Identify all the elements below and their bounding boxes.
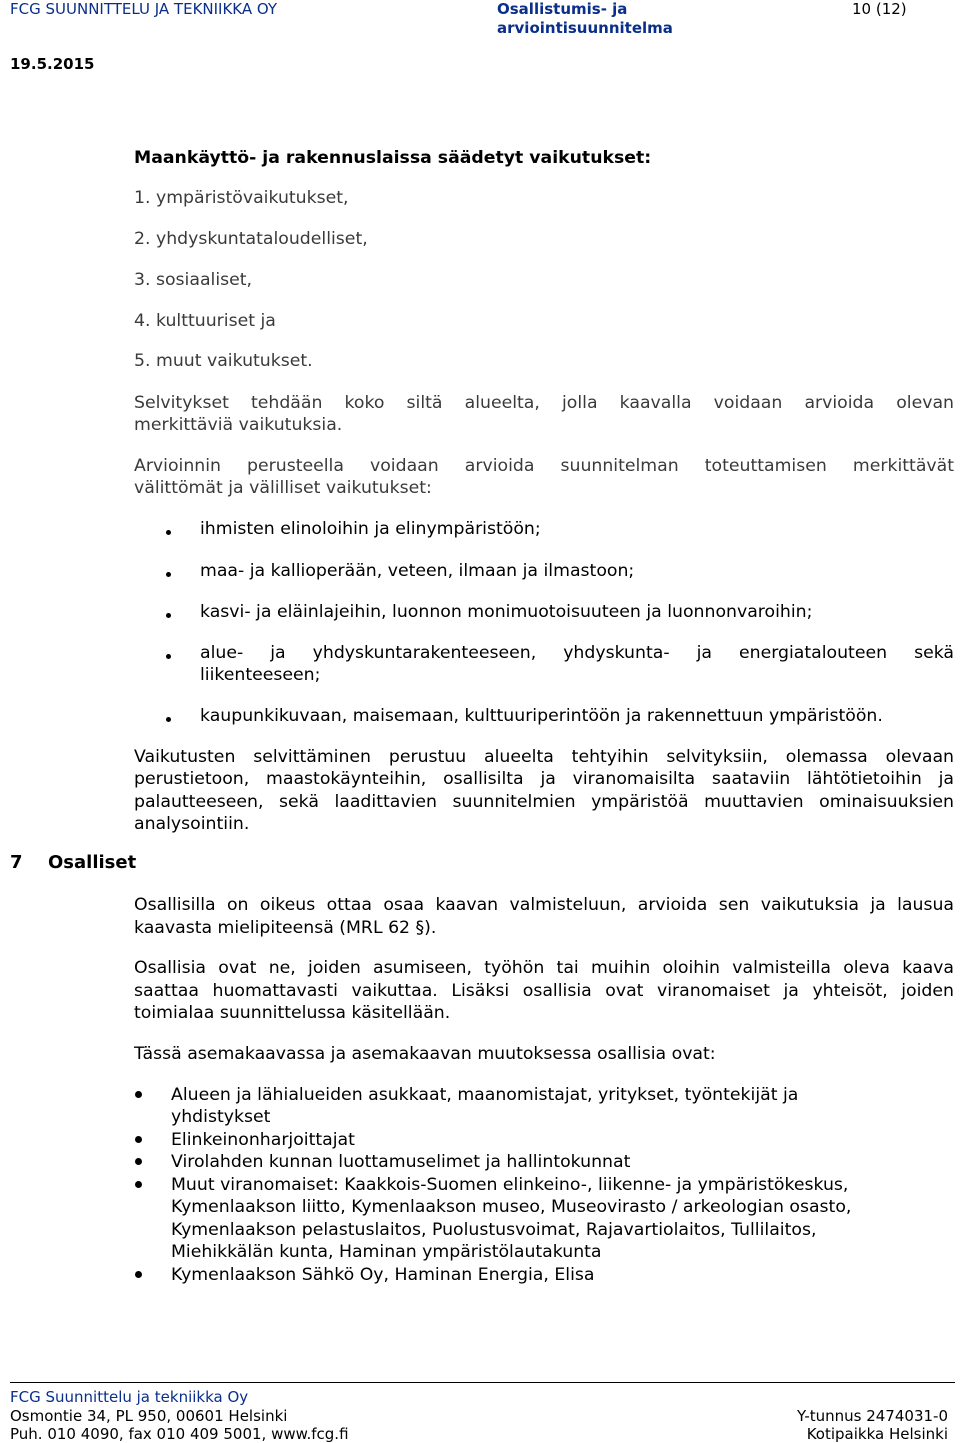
effects-heading: Maankäyttö- ja rakennuslaissa säädetyt vaikutukset: <box>134 148 652 168</box>
stakeholder-item: Kymenlaakson Sähkö Oy, Haminan Energia, Elisa <box>171 1265 595 1285</box>
effects-bullet: kasvi- ja eläinlajeihin, luonnon monimuotoisuuteen ja luonnonvaroihin; <box>200 602 813 622</box>
effects-para1-line2: merkittäviä vaikutuksia. <box>134 415 343 435</box>
section7-para2-line: Osallisia ovat ne, joiden asumiseen, työhön tai muihin oloihin valmisteilla oleva kaava <box>134 958 954 978</box>
bullet-icon <box>135 1181 142 1188</box>
stakeholder-item-continuation: Kymenlaakson pelastuslaitos, Puolustusvoimat, Rajavartiolaitos, Tullilaitos, <box>171 1220 817 1240</box>
stakeholder-item: Muut viranomaiset: Kaakkois-Suomen elinkeino-, liikenne- ja ympäristökeskus, <box>171 1175 849 1195</box>
footer-contact: Puh. 010 4090, fax 010 409 5001, www.fcg.fi <box>10 1425 349 1443</box>
stakeholder-item: Virolahden kunnan luottamuselimet ja hallintokunnat <box>171 1152 631 1172</box>
bullet-icon <box>135 1136 142 1143</box>
section7-para1-line: kaavasta mielipiteensä (MRL 62 §). <box>134 918 437 938</box>
bullet-icon <box>166 613 171 618</box>
header-doc-title-line1: Osallistumis- ja <box>497 0 628 18</box>
bullet-icon <box>166 530 171 535</box>
section7-para1-line: Osallisilla on oikeus ottaa osaa kaavan valmisteluun, arvioida sen vaikutuksia ja lausua <box>134 895 954 915</box>
footer-divider <box>10 1382 955 1383</box>
footer-address: Osmontie 34, PL 950, 00601 Helsinki <box>10 1407 288 1425</box>
stakeholder-item: Alueen ja lähialueiden asukkaat, maanomistajat, yritykset, työntekijät ja <box>171 1085 799 1105</box>
section7-para3: Tässä asemakaavassa ja asemakaavan muutoksessa osallisia ovat: <box>134 1044 716 1064</box>
section7-para2-line: toimialaa suunnittelussa käsitellään. <box>134 1003 451 1023</box>
footer-company: FCG Suunnittelu ja tekniikka Oy <box>10 1388 249 1406</box>
stakeholder-item-continuation: Kymenlaakson liitto, Kymenlaakson museo, Museovirasto / arkeologian osasto, <box>171 1197 852 1217</box>
header-company: FCG SUUNNITTELU JA TEKNIIKKA OY <box>10 0 278 18</box>
bullet-icon <box>166 572 171 577</box>
effects-para1-line1: Selvitykset tehdään koko siltä alueelta, jolla kaavalla voidaan arvioida olevan <box>134 393 954 413</box>
effects-bullet-continuation: liikenteeseen; <box>200 665 321 685</box>
bullet-icon <box>135 1158 142 1165</box>
footer-business-id: Y-tunnus 2474031-0 <box>796 1407 948 1425</box>
stakeholder-item-continuation: yhdistykset <box>171 1107 271 1127</box>
effects-para2-line2: välittömät ja välilliset vaikutukset: <box>134 478 432 498</box>
effects-bullet: ihmisten elinoloihin ja elinympäristöön; <box>200 519 541 539</box>
effects-para3-line: palautteeseen, sekä laadittavien suunnitelmien ympäristöä muuttavien ominaisuuksien <box>134 792 954 812</box>
effects-para3-line: Vaikutusten selvittäminen perustuu alueelta tehtyihin selvityksiin, olemassa olevaan <box>134 747 954 767</box>
header-page-number: 10 (12) <box>852 0 907 18</box>
header-doc-title-line2: arviointisuunnitelma <box>497 19 673 37</box>
stakeholder-item: Elinkeinonharjoittajat <box>171 1130 355 1150</box>
effects-para2-line1: Arvioinnin perusteella voidaan arvioida suunnitelman toteuttamisen merkittävät <box>134 456 954 476</box>
effects-bullet: alue- ja yhdyskuntarakenteeseen, yhdyskunta- ja energiatalouteen sekä <box>200 643 954 663</box>
effects-bullet: maa- ja kallioperään, veteen, ilmaan ja ilmastoon; <box>200 561 635 581</box>
bullet-icon <box>135 1271 142 1278</box>
effects-item: 3. sosiaaliset, <box>134 270 253 290</box>
section-title: Osalliset <box>48 852 137 873</box>
footer-domicile: Kotipaikka Helsinki <box>806 1425 948 1443</box>
bullet-icon <box>166 654 171 659</box>
effects-item: 4. kulttuuriset ja <box>134 311 276 331</box>
section-number: 7 <box>10 852 23 873</box>
header-date: 19.5.2015 <box>10 55 95 73</box>
effects-item: 1. ympäristövaikutukset, <box>134 188 349 208</box>
stakeholder-item-continuation: Miehikkälän kunta, Haminan ympäristölautakunta <box>171 1242 602 1262</box>
effects-bullet: kaupunkikuvaan, maisemaan, kulttuuriperintöön ja rakennettuun ympäristöön. <box>200 706 883 726</box>
effects-para3-line: perustietoon, maastokäynteihin, osallisilta ja viranomaisilta saataviin lähtötietoihin ja <box>134 769 954 789</box>
section7-para2-line: saattaa huomattavasti vaikuttaa. Lisäksi osallisia ovat viranomaiset ja yhteisöt, joiden <box>134 981 954 1001</box>
effects-item: 5. muut vaikutukset. <box>134 351 313 371</box>
effects-item: 2. yhdyskuntataloudelliset, <box>134 229 368 249</box>
effects-para3-line: analysointiin. <box>134 814 250 834</box>
bullet-icon <box>135 1091 142 1098</box>
bullet-icon <box>166 717 171 722</box>
